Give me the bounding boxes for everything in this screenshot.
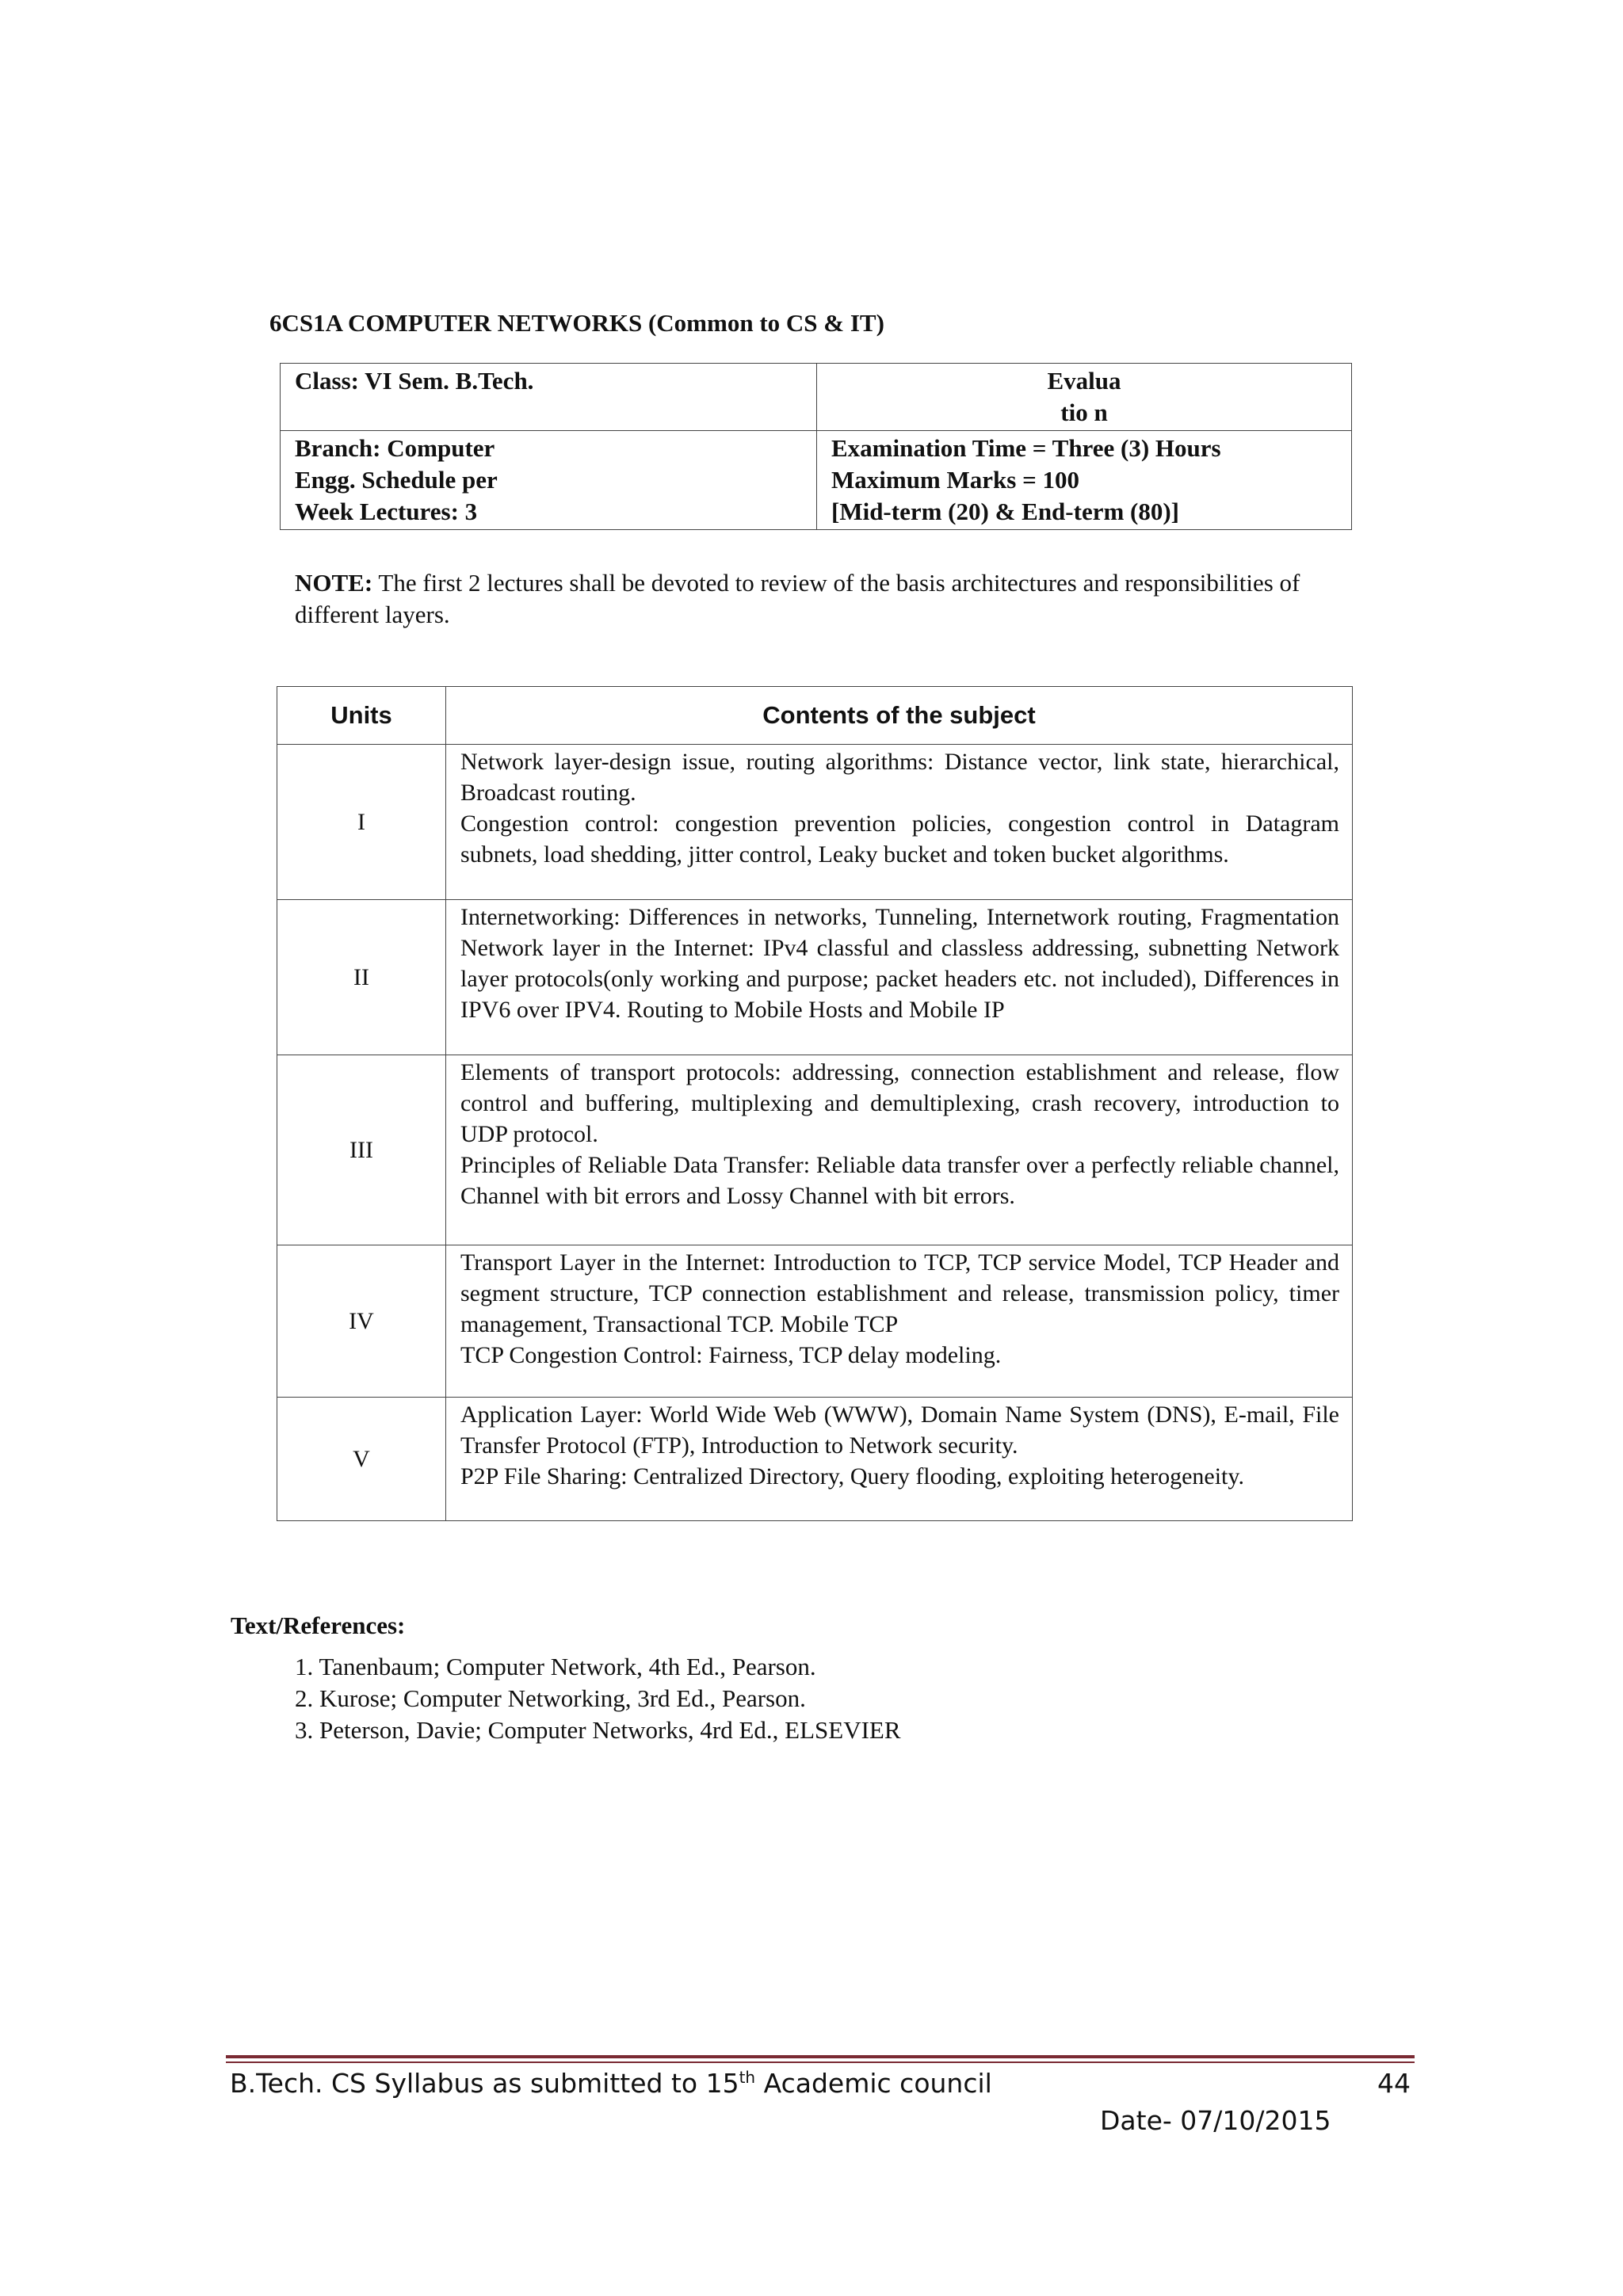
table-row bbox=[277, 745, 1353, 900]
references-list bbox=[295, 1651, 901, 1746]
footer-divider bbox=[226, 2055, 1415, 2058]
note-text: The first 2 lectures shall be devoted to review of the basis architectures and responsibilities of different layers. bbox=[295, 569, 1300, 628]
content-paragraph: Internetworking: Differences in networks, Tunneling, Internetwork routing, Fragmentation Network layer in the Internet: IPv4 classful and classless addressing, subnetting Network layer protocols(only working and purpose; packet headers etc. not included), Differences in IPV6 over IPV4. Routing to Mobile Hosts and Mobile IP bbox=[460, 904, 1339, 1023]
course-info-table bbox=[280, 363, 1352, 530]
unit-number: II bbox=[277, 900, 446, 1055]
references-heading: Text/References: bbox=[231, 1611, 406, 1639]
units-header: Units bbox=[277, 687, 446, 745]
unit-contents bbox=[446, 1245, 1353, 1398]
branch-label: Branch: Computer bbox=[295, 434, 495, 462]
table-row bbox=[277, 900, 1353, 1055]
note-paragraph bbox=[295, 567, 1325, 631]
footer-date: Date- 07/10/2015 bbox=[1100, 2105, 1331, 2136]
branch-cell bbox=[281, 431, 817, 530]
content-paragraph: P2P File Sharing: Centralized Directory, Query flooding, exploiting heterogeneity. bbox=[460, 1463, 1244, 1489]
content-paragraph: Principles of Reliable Data Transfer: Reliable data transfer over a perfectly reliable channel, Channel with bit errors and Lossy Channel with bit errors. bbox=[460, 1152, 1339, 1209]
page-number: 44 bbox=[1377, 2068, 1411, 2099]
list-item: 2. Kurose; Computer Networking, 3rd Ed., Pearson. bbox=[295, 1684, 806, 1712]
footer-text-main: B.Tech. CS Syllabus as submitted to 15 bbox=[230, 2068, 739, 2099]
max-marks: Maximum Marks = 100 bbox=[831, 466, 1079, 494]
footer-text-end: Academic council bbox=[755, 2068, 992, 2099]
class-cell: Class: VI Sem. B.Tech. bbox=[281, 364, 817, 431]
content-paragraph: Application Layer: World Wide Web (WWW), Domain Name System (DNS), E-mail, File Transfer Protocol (FTP), Introduction to Network security. bbox=[460, 1402, 1339, 1459]
marks-split: [Mid-term (20) & End-term (80)] bbox=[831, 498, 1180, 525]
unit-number: III bbox=[277, 1055, 446, 1245]
list-item: 3. Peterson, Davie; Computer Networks, 4rd Ed., ELSEVIER bbox=[295, 1716, 901, 1744]
unit-number: I bbox=[277, 745, 446, 900]
note-label: NOTE: bbox=[295, 569, 373, 597]
unit-contents bbox=[446, 1055, 1353, 1245]
footer-text bbox=[230, 2068, 992, 2099]
units-table bbox=[277, 686, 1353, 1521]
footer-divider-thin bbox=[226, 2061, 1415, 2063]
content-paragraph: Elements of transport protocols: addressing, connection establishment and release, flow control and buffering, multiplexing and demultiplexing, crash recovery, introduction to UDP protocol. bbox=[460, 1059, 1339, 1147]
unit-contents bbox=[446, 1398, 1353, 1521]
unit-number: V bbox=[277, 1398, 446, 1521]
lectures-label: Week Lectures: 3 bbox=[295, 498, 478, 525]
content-paragraph: Congestion control: congestion prevention policies, congestion control in Datagram subnets, load shedding, jitter control, Leaky bucket and token bucket algorithms. bbox=[460, 810, 1339, 868]
exam-cell bbox=[817, 431, 1352, 530]
unit-contents bbox=[446, 745, 1353, 900]
footer-superscript: th bbox=[739, 2068, 756, 2087]
course-title: 6CS1A COMPUTER NETWORKS (Common to CS & IT) bbox=[269, 309, 884, 337]
content-paragraph: Transport Layer in the Internet: Introduction to TCP, TCP service Model, TCP Header and segment structure, TCP connection establishment and release, transmission policy, timer management, Transactional TCP. Mobile TCP bbox=[460, 1249, 1339, 1337]
evaluation-label: Evaluatio n bbox=[1047, 367, 1121, 426]
exam-time: Examination Time = Three (3) Hours bbox=[831, 434, 1221, 462]
content-paragraph: TCP Congestion Control: Fairness, TCP delay modeling. bbox=[460, 1342, 1002, 1368]
schedule-label: Engg. Schedule per bbox=[295, 466, 498, 494]
evaluation-cell bbox=[817, 364, 1352, 431]
table-row bbox=[277, 1398, 1353, 1521]
list-item: 1. Tanenbaum; Computer Network, 4th Ed., Pearson. bbox=[295, 1653, 816, 1680]
contents-header: Contents of the subject bbox=[446, 687, 1353, 745]
unit-number: IV bbox=[277, 1245, 446, 1398]
table-row bbox=[277, 1055, 1353, 1245]
content-paragraph: Network layer-design issue, routing algorithms: Distance vector, link state, hierarchical, Broadcast routing. bbox=[460, 749, 1339, 806]
unit-contents bbox=[446, 900, 1353, 1055]
table-row bbox=[277, 1245, 1353, 1398]
